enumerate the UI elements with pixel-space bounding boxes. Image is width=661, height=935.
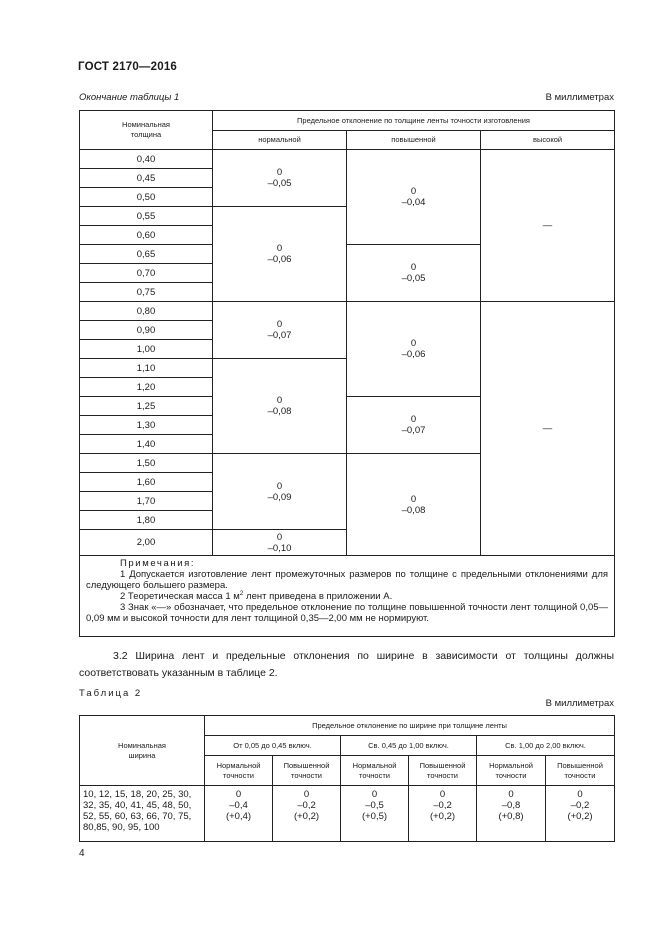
header-high: высокой xyxy=(481,131,615,150)
header-increased: повышенной xyxy=(347,131,481,150)
header-nominal-thickness: Номинальная толщина xyxy=(80,111,213,150)
table1-notes xyxy=(80,556,615,637)
thickness-cell: 1,40 xyxy=(80,435,213,454)
document-header: ГОСТ 2170—2016 xyxy=(78,61,178,73)
thickness-cell: 0,75 xyxy=(80,283,213,302)
width-deviation-cell: 0 –0,2 (+0,2) xyxy=(273,786,341,842)
normal-deviation-cell: 0 –0,09 xyxy=(213,454,347,530)
subheader-increased: Повышенной точности xyxy=(409,756,477,786)
subheader-increased: Повышенной точности xyxy=(546,756,615,786)
normal-deviation-cell: 0 –0,08 xyxy=(213,359,347,454)
thickness-cell: 1,10 xyxy=(80,359,213,378)
thickness-cell: 0,90 xyxy=(80,321,213,340)
thickness-cell: 1,00 xyxy=(80,340,213,359)
subheader-normal: Нормальной точности xyxy=(205,756,273,786)
high-deviation-cell: — xyxy=(481,150,615,302)
header-range-3: Св. 1,00 до 2,00 включ. xyxy=(477,736,615,756)
header-normal: нормальной xyxy=(213,131,347,150)
header-range-1: От 0,05 до 0,45 включ. xyxy=(205,736,341,756)
subheader-normal: Нормальной точности xyxy=(341,756,409,786)
thickness-cell: 0,45 xyxy=(80,169,213,188)
thickness-cell: 1,30 xyxy=(80,416,213,435)
table1-caption: Окончание таблицы 1 xyxy=(79,92,180,103)
width-list-cell: 10, 12, 15, 18, 20, 25, 30, 32, 35, 40, 41, 45, 48, 50, 52, 55, 60, 63, 66, 70, 75, 80,85, 90, 95, 100 xyxy=(80,786,205,842)
note-1: 1 Допускается изготовление лент промежуточных размеров по толщине с предельными отклонениями для следующего большего размера. xyxy=(86,569,609,591)
header-range-2: Св. 0,45 до 1,00 включ. xyxy=(341,736,477,756)
increased-deviation-cell: 0 –0,05 xyxy=(347,245,481,302)
notes-title: Примечания: xyxy=(120,558,196,569)
increased-deviation-cell: 0 –0,06 xyxy=(347,302,481,397)
subheader-normal: Нормальной точности xyxy=(477,756,546,786)
normal-deviation-cell: 0 –0,05 xyxy=(213,150,347,207)
thickness-cell: 1,25 xyxy=(80,397,213,416)
normal-deviation-cell: 0 –0,07 xyxy=(213,302,347,359)
thickness-cell: 1,60 xyxy=(80,473,213,492)
thickness-cell: 0,65 xyxy=(80,245,213,264)
thickness-cell: 1,80 xyxy=(80,511,213,530)
table1-units: В миллиметрах xyxy=(545,92,614,103)
table2-caption: Таблица 2 xyxy=(79,688,143,699)
thickness-cell: 1,20 xyxy=(80,378,213,397)
increased-deviation-cell: 0 –0,07 xyxy=(347,397,481,454)
increased-deviation-cell: 0 –0,08 xyxy=(347,454,481,556)
thickness-cell: 2,00 xyxy=(80,530,213,556)
width-deviation-cell: 0 –0,4 (+0,4) xyxy=(205,786,273,842)
width-deviation-cell: 0 –0,2 (+0,2) xyxy=(546,786,615,842)
thickness-cell: 0,70 xyxy=(80,264,213,283)
note-3: 3 Знак «—» обозначает, что предельное отклонение по толщине повышенной точности лент толщиной 0,05—0,09 мм и высокой точности для лент толщиной 0,35—2,00 мм не нормируют. xyxy=(86,602,609,624)
high-deviation-cell: — xyxy=(481,302,615,556)
thickness-cell: 0,50 xyxy=(80,188,213,207)
normal-deviation-cell: 0 –0,10 xyxy=(213,530,347,556)
table2-units: В миллиметрах xyxy=(545,698,614,709)
thickness-cell: 1,50 xyxy=(80,454,213,473)
table-thickness-deviations xyxy=(79,110,615,637)
note-2: 2 Теоретическая масса 1 $м^2$ лент приведена в приложении А. xyxy=(120,590,393,602)
page-number: 4 xyxy=(79,848,85,859)
thickness-cell: 0,80 xyxy=(80,302,213,321)
width-deviation-cell: 0 –0,5 (+0,5) xyxy=(341,786,409,842)
header-width-deviation: Предельное отклонение по ширине при толщине ленты xyxy=(205,716,615,736)
width-deviation-cell: 0 –0,8 (+0,8) xyxy=(477,786,546,842)
paragraph-3-2: 3.2 Ширина лент и предельные отклонения по ширине в зависимости от толщины должны соответствовать указанным в таблице 2. xyxy=(79,650,614,679)
normal-deviation-cell: 0 –0,06 xyxy=(213,207,347,302)
header-thickness-deviation: Предельное отклонение по толщине ленты точности изготовления xyxy=(213,111,615,131)
width-deviation-cell: 0 –0,2 (+0,2) xyxy=(409,786,477,842)
subheader-increased: Повышенной точности xyxy=(273,756,341,786)
table-width-deviations xyxy=(79,715,615,842)
thickness-cell: 1,70 xyxy=(80,492,213,511)
thickness-cell: 0,60 xyxy=(80,226,213,245)
thickness-cell: 0,55 xyxy=(80,207,213,226)
increased-deviation-cell: 0 –0,04 xyxy=(347,150,481,245)
thickness-cell: 0,40 xyxy=(80,150,213,169)
header-nominal-width: Номинальная ширина xyxy=(80,716,205,786)
